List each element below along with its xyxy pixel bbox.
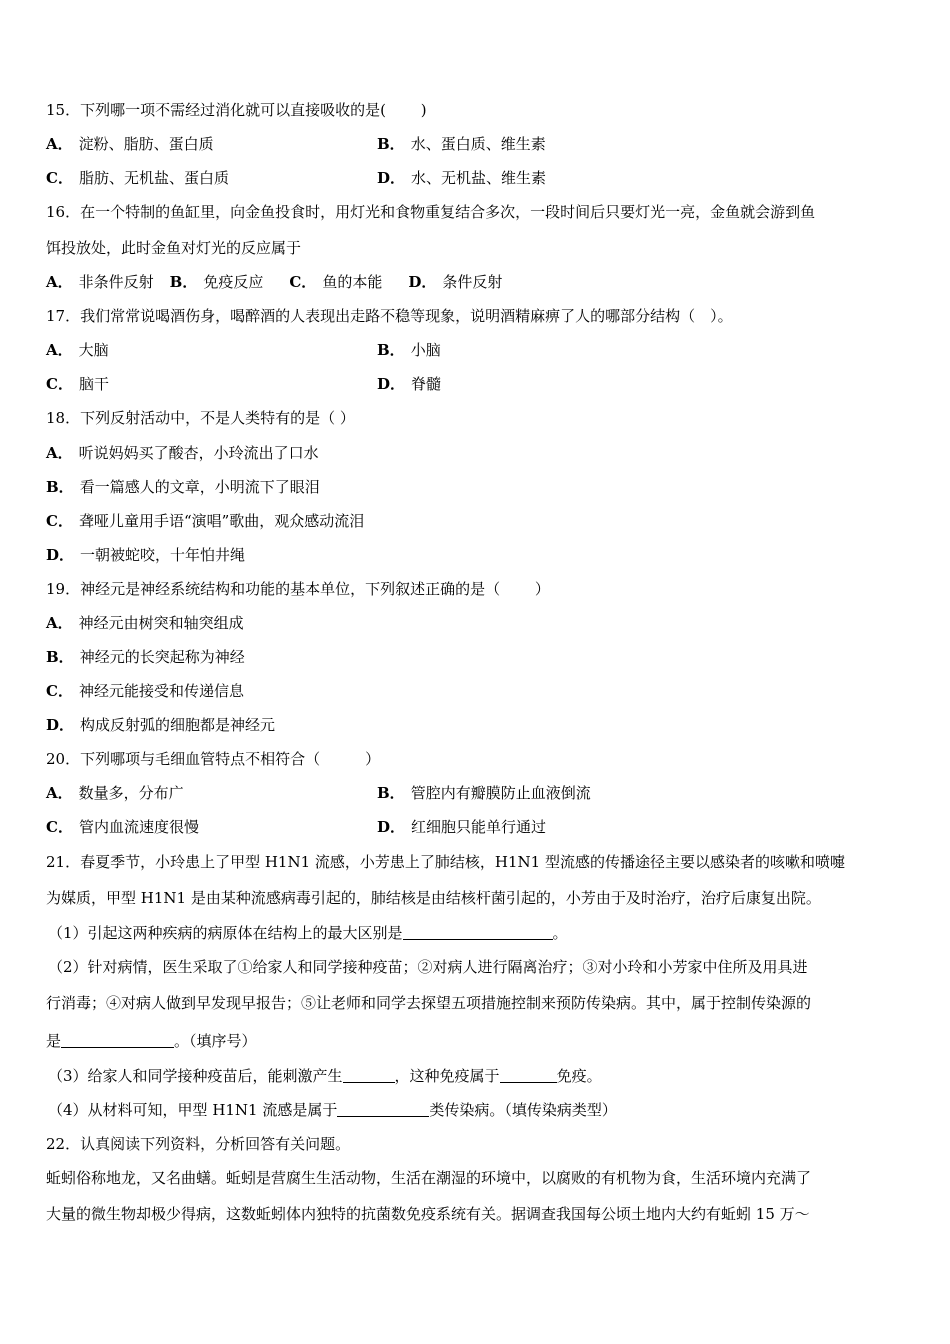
answer-blank[interactable] <box>403 925 553 940</box>
question-16-stem-line2: 饵投放处，此时金鱼对灯光的反应属于 <box>46 239 302 257</box>
q20-option-b: B． 管腔内有瓣膜防止血液倒流 <box>377 784 591 802</box>
answer-blank[interactable] <box>500 1068 557 1083</box>
q20-option-d: D． 红细胞只能单行通过 <box>377 818 547 836</box>
q20-option-c: C． 管内血流速度很慢 <box>46 818 199 836</box>
answer-blank[interactable] <box>343 1068 395 1083</box>
q18-option-b: B． 看一篇感人的文章，小明流下了眼泪 <box>46 478 320 496</box>
q22-paragraph-line1: 蚯蚓俗称地龙，又名曲蟮。蚯蚓是营腐生生活动物，生活在潮湿的环境中，以腐败的有机物为食，生活环境内充满了 <box>46 1169 812 1187</box>
q21-part1: （1）引起这两种疾病的病原体在结构上的最大区别是 。 <box>48 924 568 942</box>
q21-part2-line3: 是 。（填序号） <box>46 1032 257 1050</box>
q16-option-c: C． 鱼的本能 <box>289 273 383 291</box>
q18-option-d: D． 一朝被蛇咬，十年怕井绳 <box>46 546 246 564</box>
q21-part2-line2: 行消毒；④对病人做到早发现早报告；⑤让老师和同学去探望五项措施控制来预防传染病。其中，属于控制传染源的 <box>46 994 812 1012</box>
q17-option-a: A． 大脑 <box>46 341 109 359</box>
q21-part3: （3）给家人和同学接种疫苗后，能刺激产生 ，这种免疫属于 免疫。 <box>48 1067 602 1085</box>
answer-blank[interactable] <box>61 1033 174 1048</box>
answer-blank[interactable] <box>337 1102 429 1117</box>
q15-option-d: D． 水、无机盐、维生素 <box>377 169 547 187</box>
question-19-stem: 19．神经元是神经系统结构和功能的基本单位，下列叙述正确的是（ ） <box>46 580 550 598</box>
q19-option-c: C． 神经元能接受和传递信息 <box>46 682 244 700</box>
q15-option-b: B． 水、蛋白质、维生素 <box>377 135 546 153</box>
q17-option-c: C． 脑干 <box>46 375 109 393</box>
q15-option-c: C． 脂肪、无机盐、蛋白质 <box>46 169 229 187</box>
q18-option-a: A． 听说妈妈买了酸杏，小玲流出了口水 <box>46 444 319 462</box>
question-21-stem-line2: 为媒质，甲型 H1N1 是由某种流感病毒引起的，肺结核是由结核杆菌引起的，小芳由于及时治疗，治疗后康复出院。 <box>46 889 821 907</box>
q18-option-c: C． 聋哑儿童用手语“演唱”歌曲，观众感动流泪 <box>46 512 365 530</box>
q19-option-d: D． 构成反射弧的细胞都是神经元 <box>46 716 276 734</box>
q22-paragraph-line2: 大量的微生物却极少得病，这数蚯蚓体内独特的抗菌数免疫系统有关。据调查我国每公顷土地内大约有蚯蚓 15 万～ <box>46 1205 810 1223</box>
q19-option-a: A． 神经元由树突和轴突组成 <box>46 614 244 632</box>
q19-option-b: B． 神经元的长突起称为神经 <box>46 648 245 666</box>
question-15-stem: 15．下列哪一项不需经过消化就可以直接吸收的是( ) <box>46 101 427 119</box>
q17-option-b: B． 小脑 <box>377 341 441 359</box>
q15-option-a: A． 淀粉、脂肪、蛋白质 <box>46 135 214 153</box>
question-17-stem: 17．我们常常说喝酒伤身，喝醉酒的人表现出走路不稳等现象，说明酒精麻痹了人的哪部分结构（ ）。 <box>46 307 733 325</box>
q16-options-row <box>46 275 502 290</box>
q16-option-b: B． 免疫反应 <box>169 273 264 291</box>
question-20-stem: 20．下列哪项与毛细血管特点不相符合（ ） <box>46 750 381 768</box>
question-22-stem: 22．认真阅读下列资料，分析回答有关问题。 <box>46 1135 351 1153</box>
question-21-stem-line1: 21．春夏季节，小玲患上了甲型 H1N1 流感，小芳患上了肺结核，H1N1 型流感的传播途径主要以感染者的咳嗽和喷嚏 <box>46 853 845 871</box>
q16-option-d: D． 条件反射 <box>408 273 503 291</box>
q16-option-a: A． 非条件反射 <box>46 273 154 291</box>
q21-part2-line1: （2）针对病情，医生采取了①给家人和同学接种疫苗；②对病人进行隔离治疗；③对小玲和小芳家中住所及用具进 <box>48 958 808 976</box>
question-16-stem-line1: 16．在一个特制的鱼缸里，向金鱼投食时，用灯光和食物重复结合多次，一段时间后只要灯光一亮，金鱼就会游到鱼 <box>46 203 816 221</box>
q17-option-d: D． 脊髓 <box>377 375 442 393</box>
question-18-stem: 18．下列反射活动中，不是人类特有的是（ ） <box>46 409 355 427</box>
q20-option-a: A． 数量多，分布广 <box>46 784 184 802</box>
q21-part4: （4）从材料可知，甲型 H1N1 流感是属于 类传染病。（填传染病类型） <box>48 1101 617 1119</box>
